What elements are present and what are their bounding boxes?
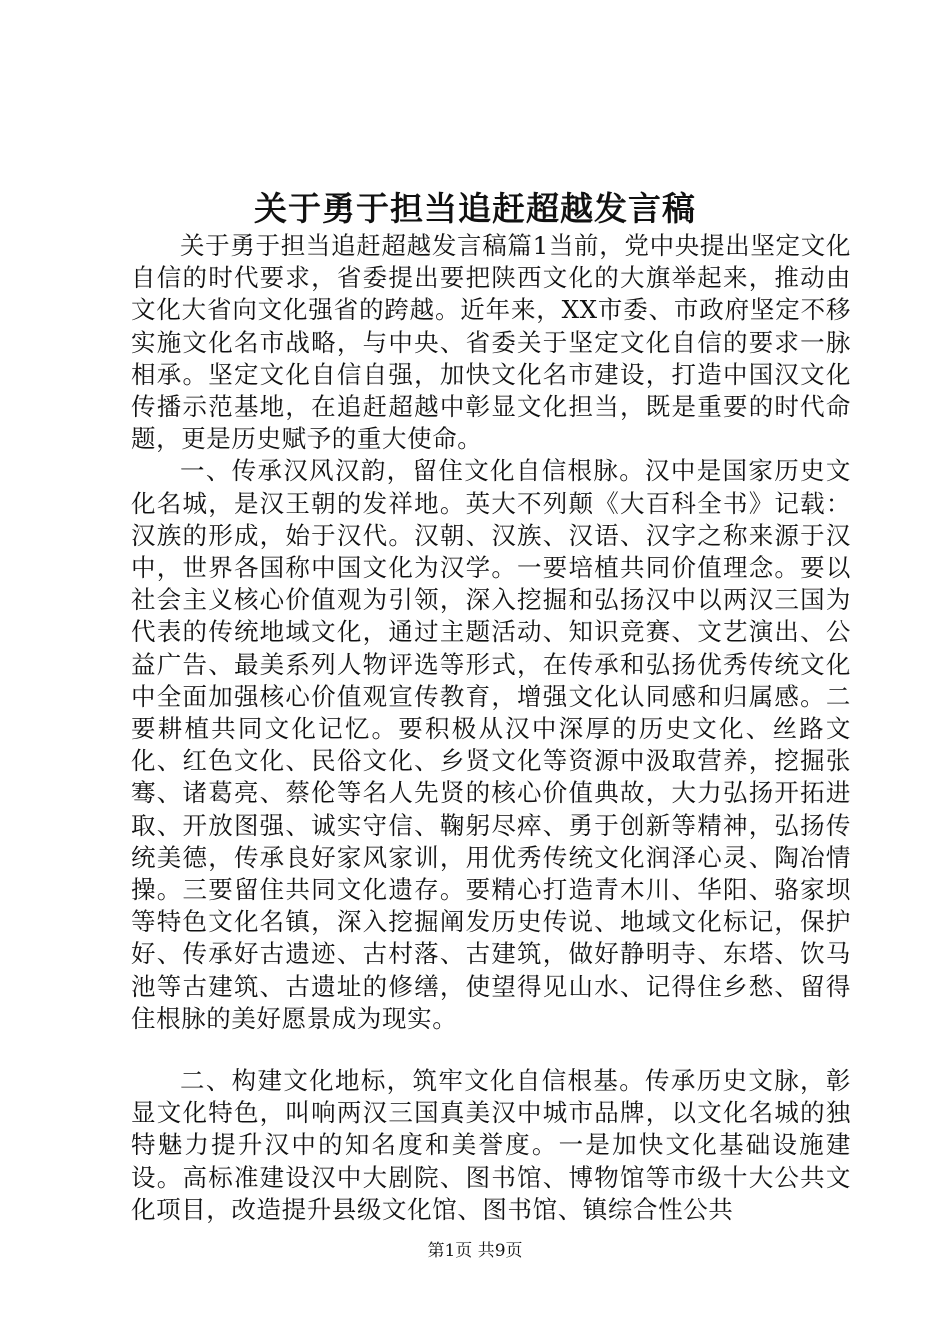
document-body (131, 230, 851, 1226)
document-title: 关于勇于担当追赶超越发言稿 (254, 189, 696, 228)
paragraph-intro: 关于勇于担当追赶超越发言稿篇1当前，党中央提出坚定文化自信的时代要求，省委提出要把陕西文化的大旗举起来，推动由文化大省向文化强省的跨越。近年来，XX市委、市政府坚定不移实施文化名市战略，与中央、省委关于坚定文化自信的要求一脉相承。坚定文化自信自强，加快文化名市建设，打造中国汉文化传播示范基地，在追赶超越中彰显文化担当，既是重要的时代命题，更是历史赋予的重大使命。 (131, 231, 851, 454)
page-number-footer: 第1页 共9页 (427, 1241, 523, 1261)
paragraph-section-two: 二、构建文化地标，筑牢文化自信根基。传承历史文脉，彰显文化特色，叫响两汉三国真美汉中城市品牌，以文化名城的独特魅力提升汉中的知名度和美誉度。一是加快文化基础设施建设。高标准建设汉中大剧院、图书馆、博物馆等市级十大公共文化项目，改造提升县级文化馆、图书馆、镇综合性公共 (131, 1066, 851, 1224)
paragraph-section-one: 一、传承汉风汉韵，留住文化自信根脉。汉中是国家历史文化名城，是汉王朝的发祥地。英大不列颠《大百科全书》记载：汉族的形成，始于汉代。汉朝、汉族、汉语、汉字之称来源于汉中，世界各国称中国文化为汉学。一要培植共同价值理念。要以社会主义核心价值观为引领，深入挖掘和弘扬汉中以两汉三国为代表的传统地域文化，通过主题活动、知识竞赛、文艺演出、公益广告、最美系列人物评选等形式，在传承和弘扬优秀传统文化中全面加强核心价值观宣传教育，增强文化认同感和归属感。二要耕植共同文化记忆。要积极从汉中深厚的历史文化、丝路文化、红色文化、民俗文化、乡贤文化等资源中汲取营养，挖掘张骞、诸葛亮、蔡伦等名人先贤的核心价值典故，大力弘扬开拓进取、开放图强、诚实守信、鞠躬尽瘁、勇于创新等精神，弘扬传统美德，传承良好家风家训，用优秀传统文化润泽心灵、陶冶情操。三要留住共同文化遗存。要精心打造青木川、华阳、骆家坝等特色文化名镇，深入挖掘阐发历史传说、地域文化标记，保护好、传承好古遗迹、古村落、古建筑，做好静明寺、东塔、饮马池等古建筑、古遗址的修缮，使望得见山水、记得住乡愁、留得住根脉的美好愿景成为现实。 (131, 456, 851, 1033)
